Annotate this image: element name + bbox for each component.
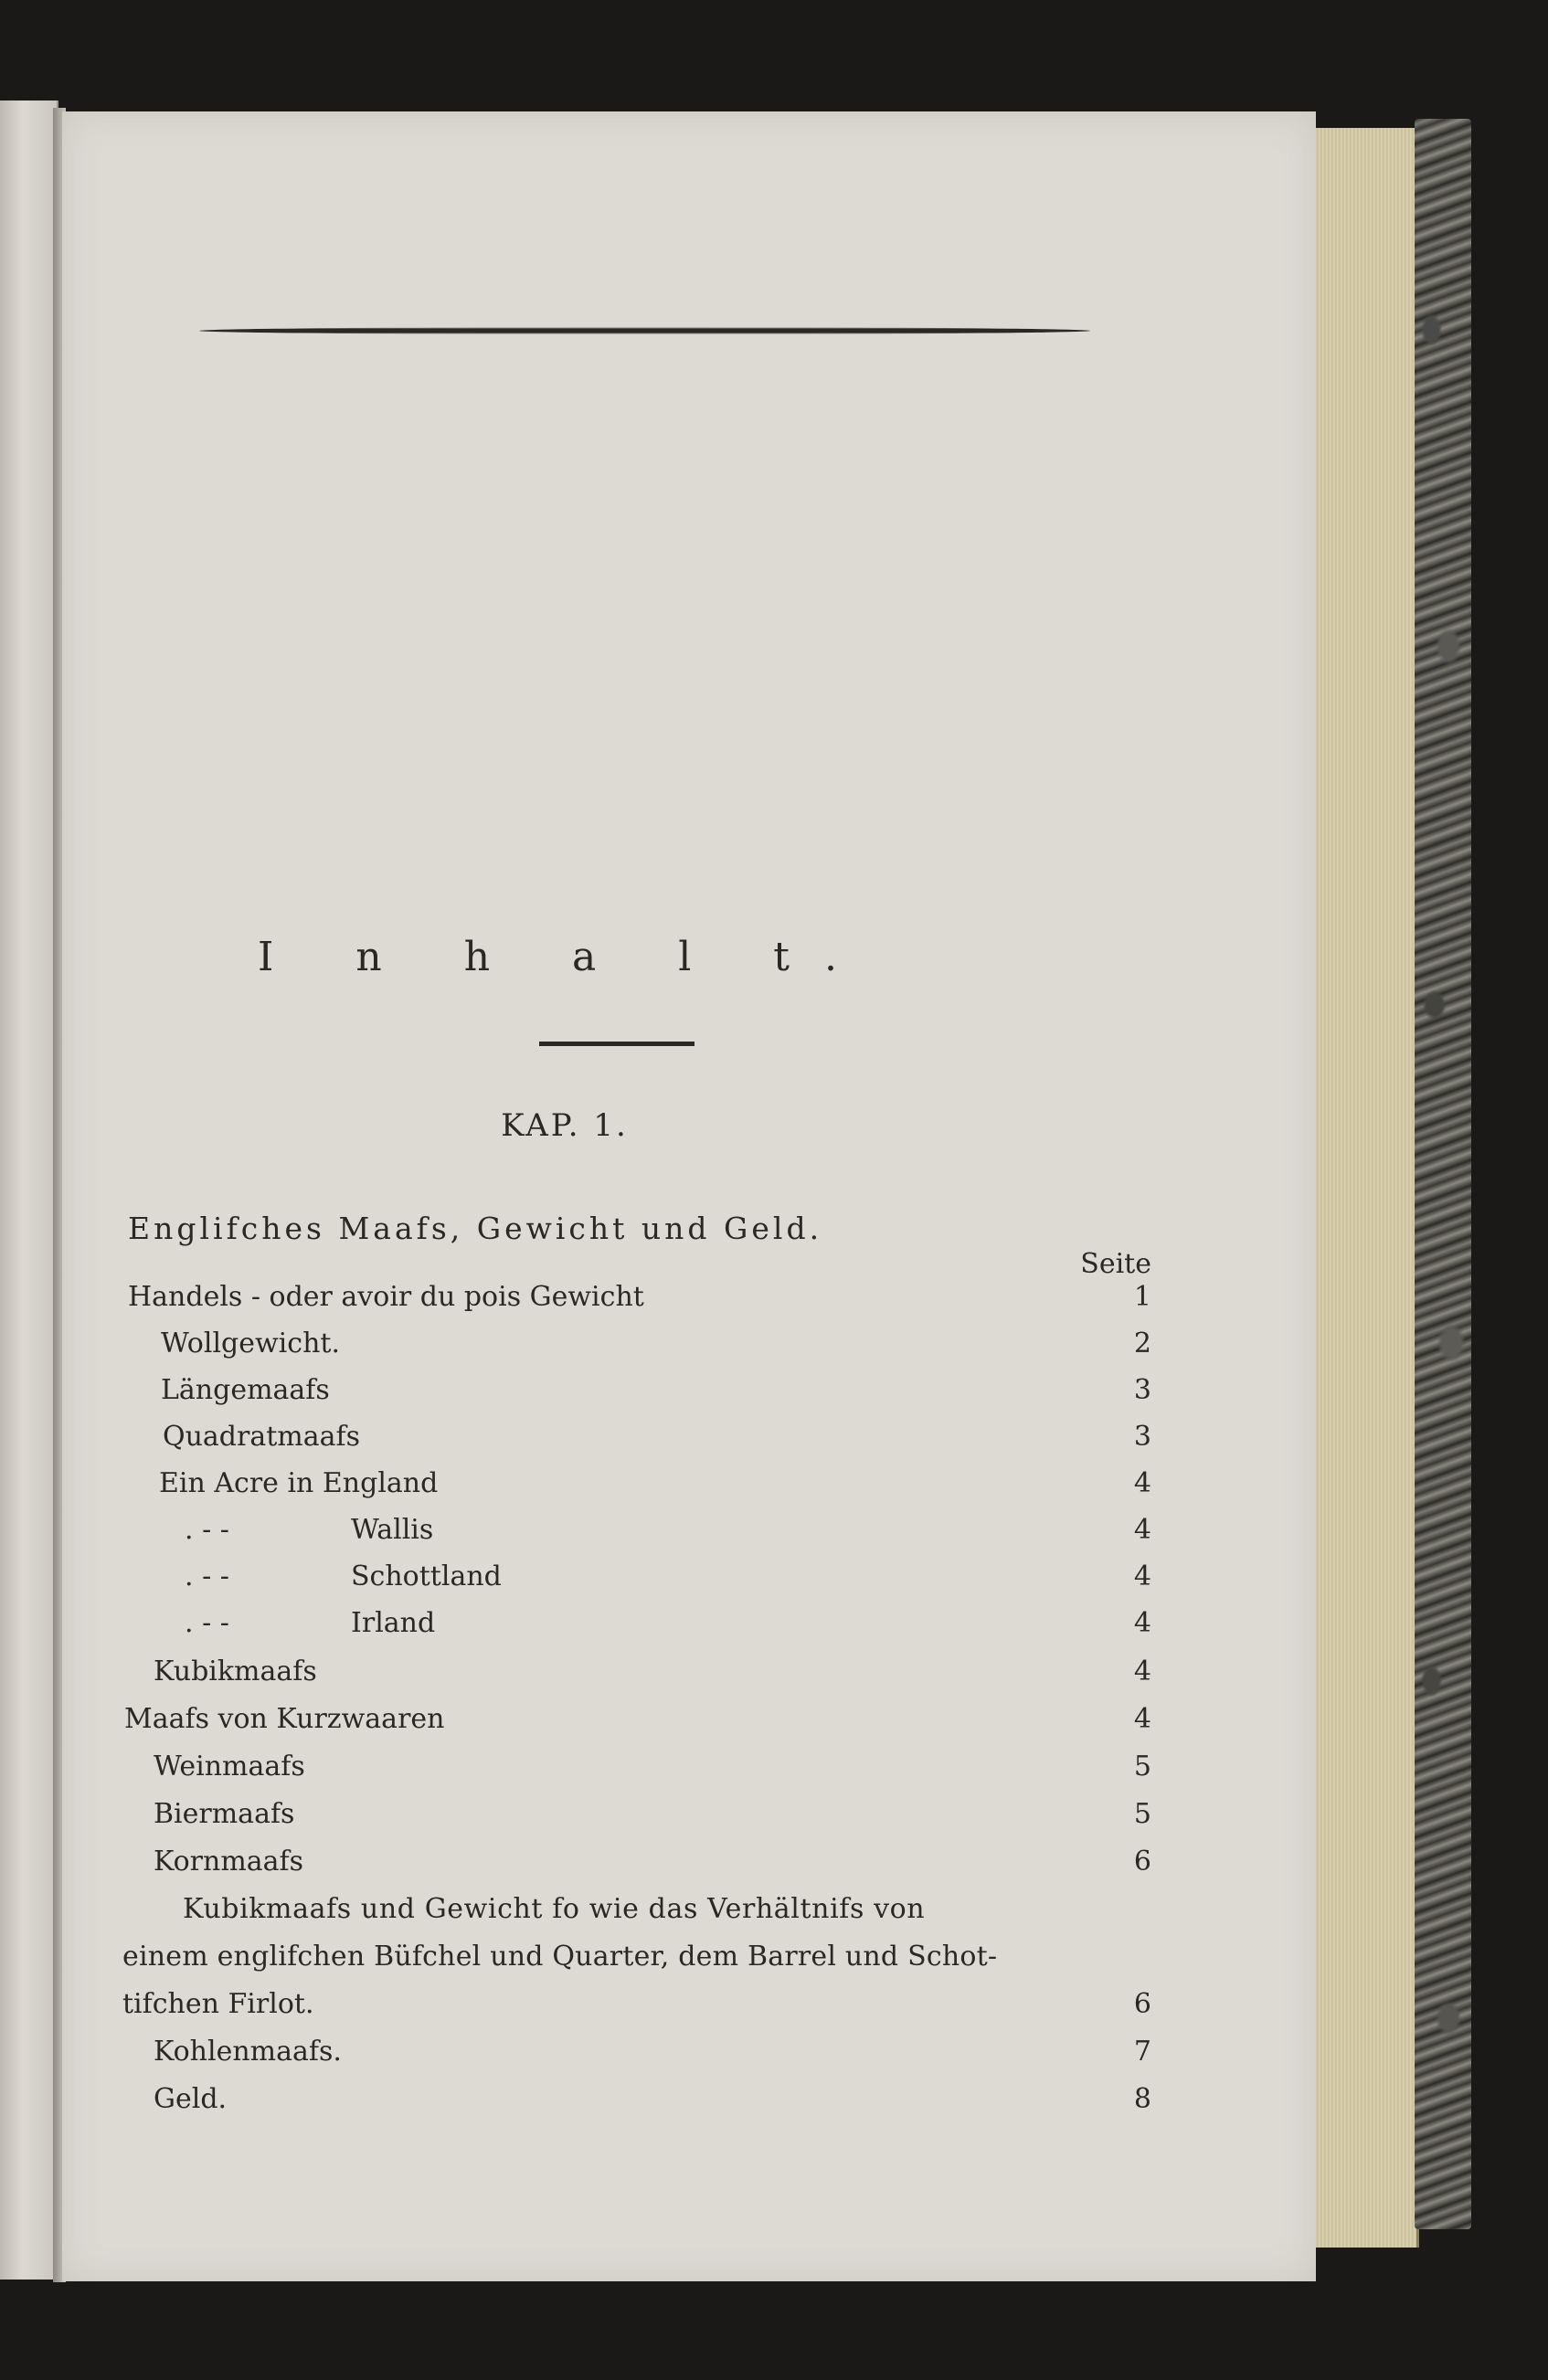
title-rule — [539, 1042, 694, 1046]
toc-entry-text: Kohlenmaafs. — [154, 2036, 342, 2068]
toc-entry-text: Maafs von Kurzwaaren — [124, 1703, 445, 1735]
toc-entry-text: Wollgewicht. — [161, 1328, 340, 1359]
toc-entry-text: Ein Acre in England — [159, 1467, 439, 1499]
section-title: Englifches Maafs, Gewicht und Geld. — [128, 1211, 823, 1246]
toc-entry-page: 4 — [1133, 1560, 1151, 1592]
book-page — [62, 111, 1316, 2281]
left-page-edge — [0, 100, 58, 2280]
toc-entry-page: 5 — [1133, 1751, 1151, 1782]
toc-entry-page: 3 — [1133, 1421, 1151, 1453]
toc-entry-page: 4 — [1133, 1467, 1151, 1499]
toc-entry-text: Biermaafs — [154, 1798, 295, 1830]
toc-entry-text: Wallis — [351, 1514, 434, 1546]
toc-entry-text: Quadratmaafs — [163, 1421, 361, 1453]
toc-entry-text: Längemaafs — [161, 1374, 330, 1406]
toc-ditto-marks: . - - — [185, 1607, 229, 1639]
toc-ditto-marks: . - - — [185, 1560, 229, 1592]
page-content — [62, 111, 1316, 2281]
toc-ditto-marks: . - - — [185, 1514, 229, 1546]
page-fore-edge — [1316, 128, 1419, 2248]
toc-entry-page: 4 — [1133, 1607, 1151, 1639]
toc-entry-text: Kubikmaafs — [154, 1655, 317, 1687]
toc-entry-page: 8 — [1133, 2083, 1151, 2115]
toc-entry-page: 4 — [1133, 1514, 1151, 1546]
toc-paragraph-line: einem englifchen Büfchel und Quarter, dem Barrel und Schot- — [122, 1941, 998, 1973]
marbled-cover-edge — [1415, 119, 1471, 2229]
toc-paragraph-line: tifchen Firlot. — [122, 1988, 314, 2020]
toc-entry-page: 6 — [1133, 1988, 1151, 2020]
toc-entry-page: 7 — [1133, 2036, 1151, 2068]
toc-entry-page: 2 — [1133, 1328, 1151, 1359]
toc-entry-page: 5 — [1133, 1798, 1151, 1830]
page-title: I n h a l t. — [258, 934, 872, 980]
page-column-label: Seite — [1080, 1248, 1151, 1280]
toc-entry-text: Kornmaafs — [154, 1846, 304, 1878]
header-rule — [199, 327, 1090, 334]
toc-entry-page: 4 — [1133, 1655, 1151, 1687]
chapter-heading: KAP. 1. — [501, 1107, 629, 1144]
toc-entry-text: Handels - oder avoir du pois Gewicht — [128, 1281, 644, 1313]
toc-entry-text: Geld. — [154, 2083, 228, 2115]
toc-entry-page: 3 — [1133, 1374, 1151, 1406]
toc-entry-text: Irland — [351, 1607, 436, 1639]
toc-entry-page: 1 — [1133, 1281, 1151, 1313]
toc-entry-text: Schottland — [351, 1560, 502, 1592]
toc-paragraph-line: Kubikmaafs und Gewicht fo wie das Verhältnifs von — [183, 1893, 926, 1925]
toc-entry-page: 6 — [1133, 1846, 1151, 1878]
toc-entry-text: Weinmaafs — [154, 1751, 305, 1782]
toc-entry-page: 4 — [1133, 1703, 1151, 1735]
